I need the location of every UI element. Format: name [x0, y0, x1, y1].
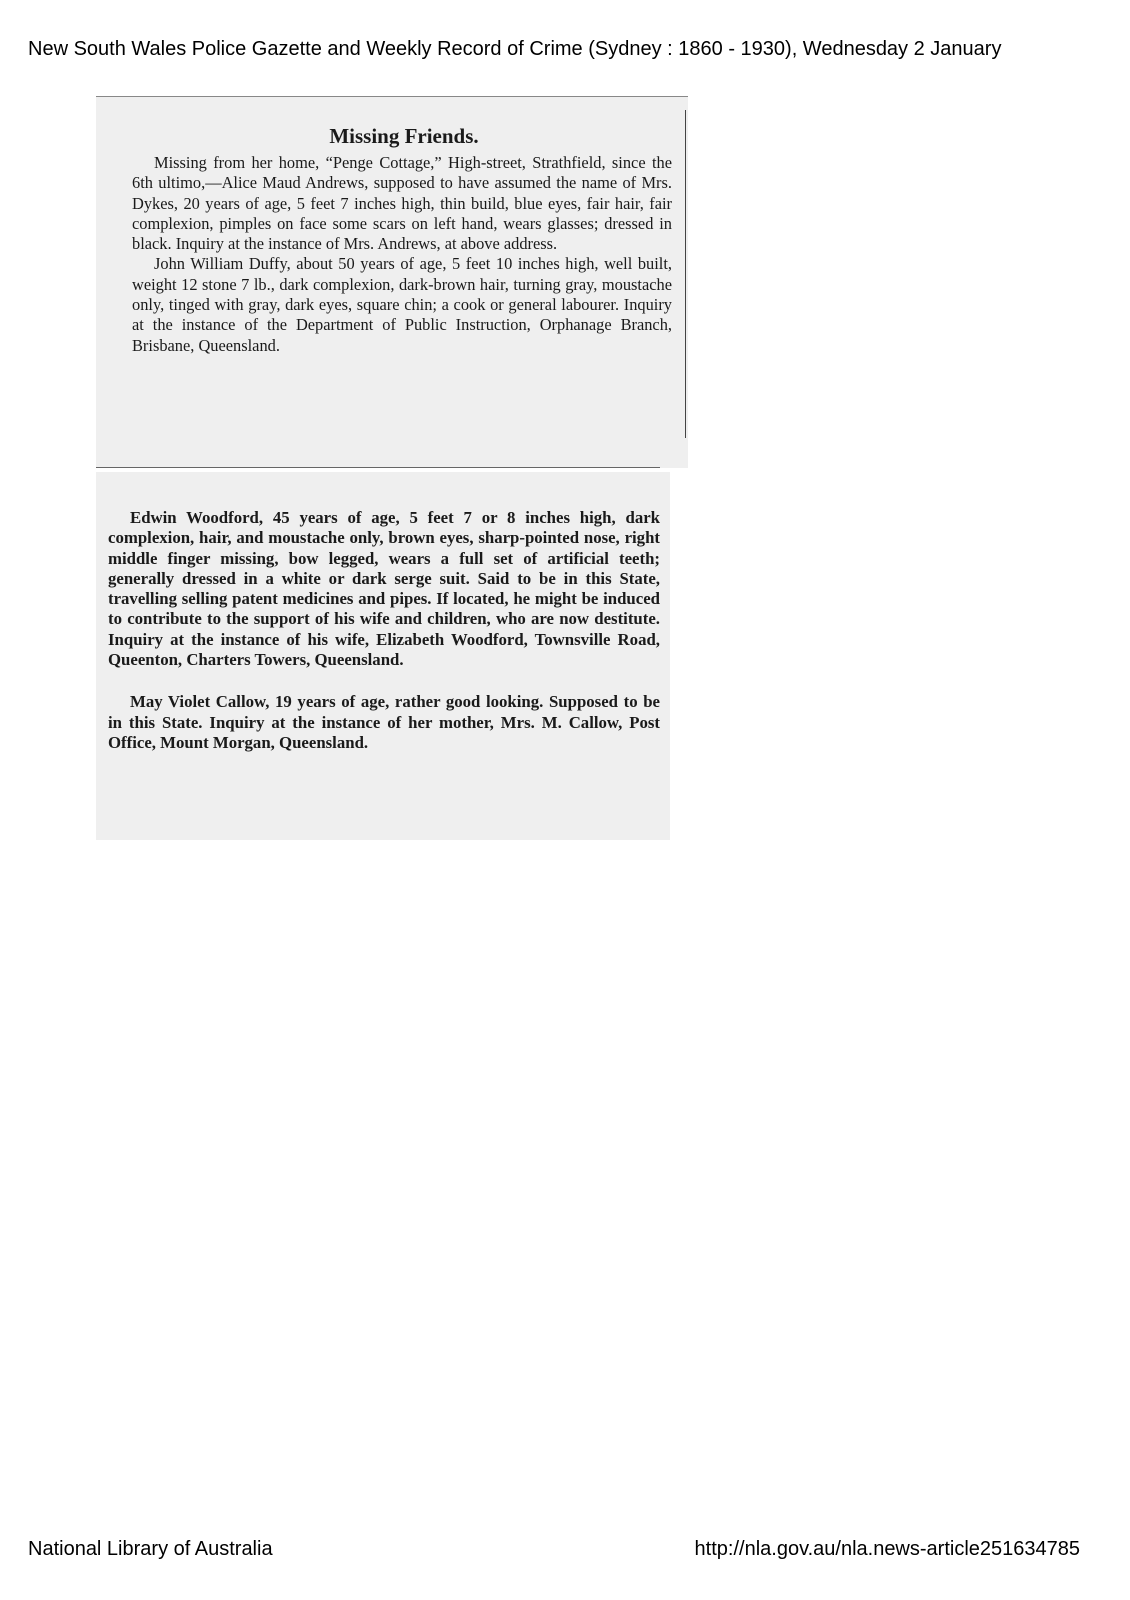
notice-paragraph: John William Duffy, about 50 years of age, 5 feet 10 inches high, well built, weight 12 stone 7 lb., dark complexion, dark-brown hair, turning gray, moustache only, tinged with gray, dark eyes, square chin; a cook or general labourer. Inquiry at the instance of the Department of Public Instruction, Orphanage Branch, Brisbane, Queensland. [132, 254, 672, 355]
divider-rule [96, 96, 688, 97]
divider-rule [96, 467, 660, 468]
divider-rule [685, 110, 686, 438]
page-header-title: New South Wales Police Gazette and Weekly Record of Crime (Sydney : 1860 - 1930), Wednesday 2 January [28, 38, 1002, 60]
section-heading: Missing Friends. [329, 124, 479, 148]
article-clipping-bottom [96, 472, 670, 840]
footer-source: National Library of Australia [28, 1538, 273, 1560]
notice-paragraph: May Violet Callow, 19 years of age, rather good looking. Supposed to be in this State. Inquiry at the instance of her mother, Mrs. M. Callow, Post Office, Mount Morgan, Queensland. [108, 692, 660, 752]
notice-paragraph: Missing from her home, “Penge Cottage,” High-street, Strathfield, since the 6th ultimo,—Alice Maud Andrews, supposed to have assumed the name of Mrs. Dykes, 20 years of age, 5 feet 7 inches high, thin build, blue eyes, fair hair, fair complexion, pimples on face some scars on left hand, wears glasses; dressed in black. Inquiry at the instance of Mrs. Andrews, at above address. [132, 153, 672, 254]
article-clipping-top [96, 96, 688, 468]
notice-paragraph: Edwin Woodford, 45 years of age, 5 feet 7 or 8 inches high, dark complexion, hair, and moustache only, brown eyes, sharp-pointed nose, right middle finger missing, bow legged, wears a full set of artificial teeth; generally dressed in a white or dark serge suit. Said to be in this State, travelling selling patent medicines and pipes. If located, he might be induced to contribute to the support of his wife and children, who are now destitute. Inquiry at the instance of his wife, Elizabeth Woodford, Townsville Road, Queenton, Charters Towers, Queensland. [108, 508, 660, 670]
footer-url[interactable]: http://nla.gov.au/nla.news-article251634785 [694, 1538, 1080, 1560]
